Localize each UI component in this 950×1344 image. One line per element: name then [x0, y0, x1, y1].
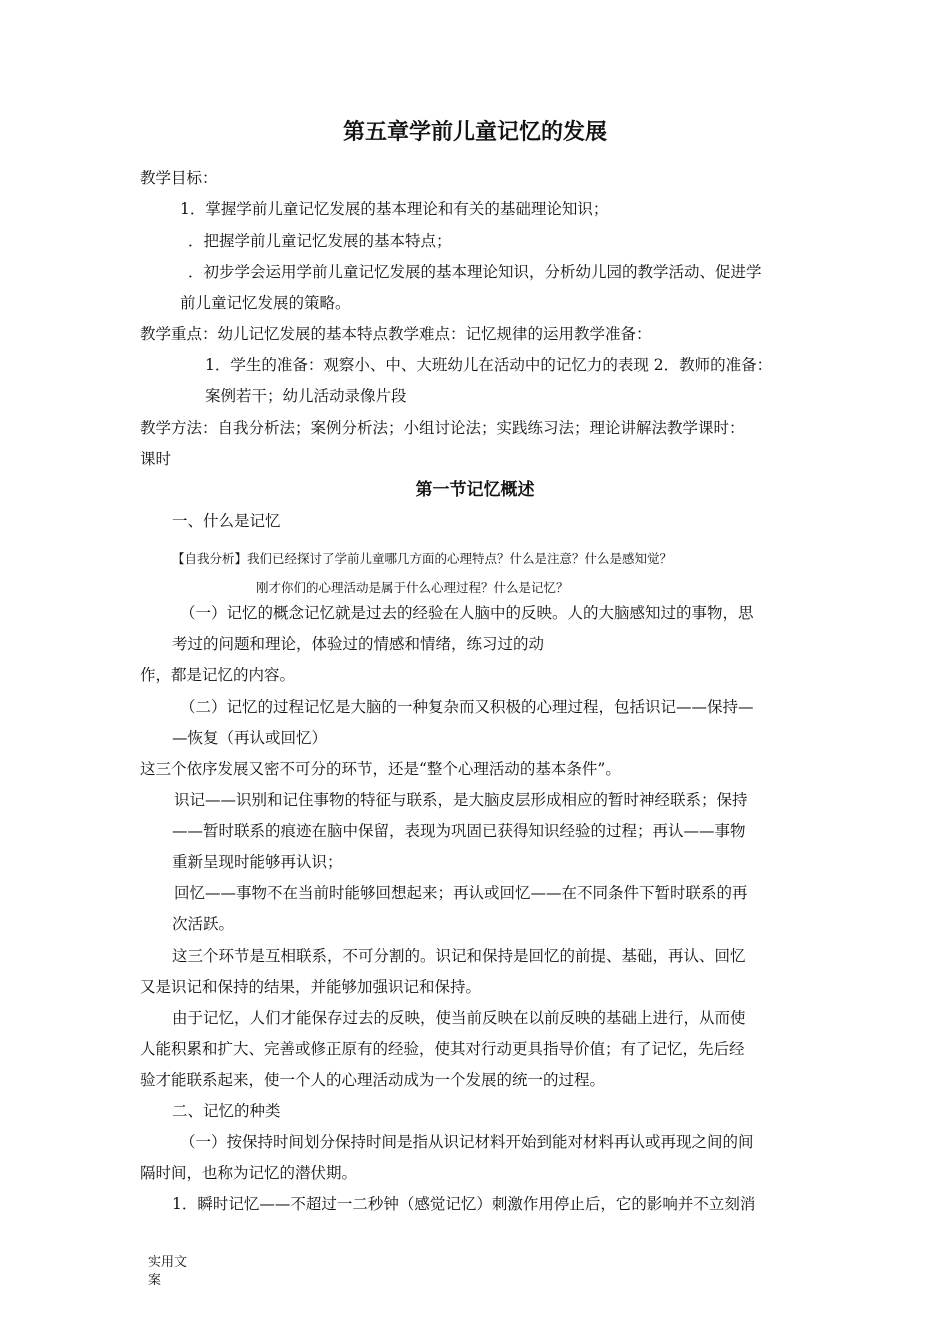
paragraph-line: 回忆——事物不在当前时能够回想起来；再认或回忆——在不同条件下暂时联系的再	[174, 884, 748, 902]
paragraph-line: 人能积累和扩大、完善或修正原有的经验，使其对行动更具指导价值；有了记忆，先后经	[140, 1040, 745, 1058]
paragraph-line: 教学重点：幼儿记忆发展的基本特点教学难点：记忆规律的运用教学准备：	[140, 325, 652, 343]
paragraph-line: 课时	[140, 450, 172, 468]
paragraph-line: 隔时间，也称为记忆的潜伏期。	[140, 1164, 358, 1182]
paragraph-line: 识记——识别和记住事物的特征与联系，是大脑皮层形成相应的暂时神经联系；保持	[174, 791, 748, 809]
section-title: 第一节记忆概述	[415, 480, 535, 500]
paragraph-line: 作，都是记忆的内容。	[140, 666, 296, 684]
paragraph-line: 二、记忆的种类	[172, 1102, 281, 1120]
paragraph-line: 验才能联系起来，使一个人的心理活动成为一个发展的统一的过程。	[140, 1071, 606, 1089]
paragraph-line: （一）按保持时间划分保持时间是指从识记材料开始到能对材料再认或再现之间的间	[180, 1133, 754, 1151]
paragraph-line: —恢复（再认或回忆）	[172, 729, 328, 747]
paragraph-line: 由于记忆，人们才能保存过去的反映，使当前反映在以前反映的基础上进行，从而使	[172, 1009, 746, 1027]
paragraph-line: 前儿童记忆发展的策略。	[180, 294, 351, 312]
paragraph-line: 案例若干；幼儿活动录像片段	[205, 387, 407, 405]
paragraph-line: ．把握学前儿童记忆发展的基本特点；	[188, 232, 452, 250]
paragraph-line: 次活跃。	[172, 915, 235, 933]
paragraph-line: 重新呈现时能够再认识；	[172, 853, 343, 871]
paragraph-line: 【自我分析】我们已经探讨了学前儿童哪几方面的心理特点？什么是注意？什么是感知觉？	[172, 551, 673, 566]
paragraph-line: 教学方法：自我分析法；案例分析法；小组讨论法；实践练习法；理论讲解法教学课时：	[140, 419, 745, 437]
paragraph-line: 刚才你们的心理活动是属于什么心理过程？什么是记忆？	[256, 580, 569, 595]
paragraph-line: 一、什么是记忆	[172, 512, 281, 530]
paragraph-line: 1．掌握学前儿童记忆发展的基本理论和有关的基础理论知识；	[180, 200, 609, 218]
page-footer: 实用文案	[148, 1255, 188, 1288]
paragraph-line: （一）记忆的概念记忆就是过去的经验在人脑中的反映。人的大脑感知过的事物，思	[180, 604, 754, 622]
paragraph-line: 1．学生的准备：观察小、中、大班幼儿在活动中的记忆力的表现 2．教师的准备：	[205, 356, 773, 374]
paragraph-line: 这三个环节是互相联系，不可分割的。识记和保持是回忆的前提、基础，再认、回忆	[172, 947, 746, 965]
paragraph-line: （二）记忆的过程记忆是大脑的一种复杂而又积极的心理过程，包括识记——保持—	[180, 698, 754, 716]
paragraph-line: 这三个依序发展又密不可分的环节，还是“整个心理活动的基本条件”。	[140, 760, 621, 778]
chapter-title: 第五章学前儿童记忆的发展	[342, 120, 607, 145]
paragraph-line: 1．瞬时记忆——不超过一二秒钟（感觉记忆）刺激作用停止后，它的影响并不立刻消	[172, 1195, 756, 1213]
paragraph-line: 教学目标：	[140, 169, 218, 187]
paragraph-line: ——暂时联系的痕迹在脑中保留，表现为巩固已获得知识经验的过程；再认——事物	[172, 822, 746, 840]
paragraph-line: 考过的问题和理论，体验过的情感和情绪，练习过的动	[172, 635, 545, 653]
paragraph-line: ．初步学会运用学前儿童记忆发展的基本理论知识，分析幼儿园的教学活动、促进学	[188, 263, 762, 281]
paragraph-line: 又是识记和保持的结果，并能够加强识记和保持。	[140, 978, 482, 996]
